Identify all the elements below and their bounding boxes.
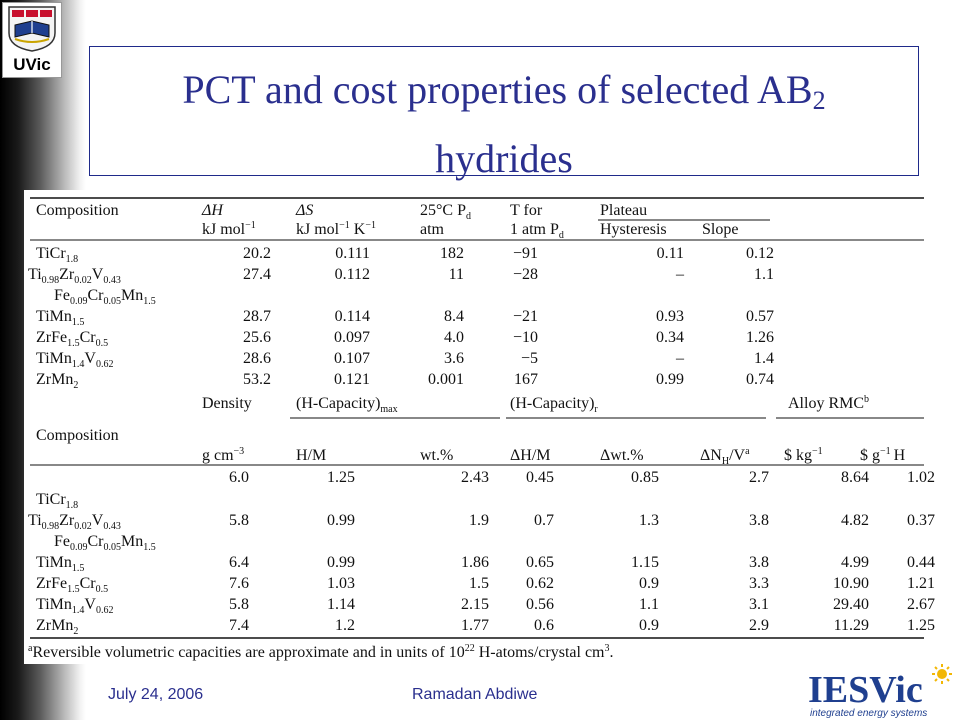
cell-pd-3: 4.0 [444, 329, 464, 346]
cell-sl-1: 1.1 [754, 266, 774, 283]
cell-ds-3: 0.097 [334, 329, 370, 346]
cell-sl-4: 1.4 [754, 350, 774, 367]
cell2-g-3: 1.21 [907, 575, 935, 592]
cell-t-5: 167 [514, 371, 538, 388]
section1-values [243, 245, 774, 388]
cell2-d-4: 5.8 [229, 596, 249, 613]
h2-hcap-r: $(H-Capacity)_r$ [510, 395, 598, 415]
cell2-dhm-5: 0.6 [534, 617, 554, 634]
comp2-zrfecr: $ZrFe_{1.5}Cr_{0.5}$ [36, 575, 109, 595]
h2-skg: $ $kg^{-1}$ [784, 446, 823, 464]
cell-pd-2: 8.4 [444, 308, 464, 325]
iesvic-tagline: integrated energy systems [810, 708, 928, 719]
cell-dh-3: 25.6 [243, 329, 271, 346]
sun-icon [932, 664, 952, 684]
cell2-wt-2: 1.86 [461, 554, 489, 571]
cell-sl-0: 0.12 [746, 245, 774, 262]
cell-dh-2: 28.7 [243, 308, 271, 325]
cell-ds-5: 0.121 [334, 371, 370, 388]
cell-ds-1: 0.112 [334, 266, 370, 283]
cell2-wt-3: 1.5 [469, 575, 489, 592]
cell2-d-1: 5.8 [229, 512, 249, 529]
h2-gcm: g $cm^{-3}$ [202, 446, 245, 464]
h1-composition: Composition [36, 202, 119, 219]
cell-sl-2: 0.57 [746, 308, 774, 325]
comp-timn: TiMn$_{1.5}$ [36, 308, 85, 328]
h1-ds-unit: kJ mol$^{-1}$ $K^{-1}$ [296, 220, 376, 238]
h2-dwt: Δwt.% [600, 447, 644, 464]
cell2-g-2: 0.44 [907, 554, 935, 571]
footer-author: Ramadan Abdiwe [412, 686, 538, 703]
cell2-kg-3: 10.90 [833, 575, 869, 592]
cell-hy-2: 0.93 [656, 308, 684, 325]
cell-hy-4: – [676, 350, 684, 367]
h1-dh: ΔH [202, 202, 223, 219]
cell-pd-0: 182 [440, 245, 464, 262]
cell-t-1: −28 [512, 266, 538, 283]
cell2-g-5: 1.25 [907, 617, 935, 634]
h2-dhm: ΔH/M [510, 447, 551, 464]
cell2-wt-5: 1.77 [461, 617, 489, 634]
cell-dh-5: 53.2 [243, 371, 271, 388]
cell-t-0: −91 [512, 245, 538, 262]
cell2-dnh-4: 3.1 [749, 596, 769, 613]
cell2-dwt-5: 0.9 [639, 617, 659, 634]
h2-hcap-max: $(H-Capacity)_{max}$ [296, 395, 398, 415]
h1-slope: Slope [702, 221, 739, 238]
h1-pd: 25°C $P_d$ [420, 202, 471, 222]
cell2-dwt-3: 0.9 [639, 575, 659, 592]
cell2-kg-2: 4.99 [841, 554, 869, 571]
cell2-hm-5: 1.2 [335, 617, 355, 634]
cell-hy-5: 0.99 [656, 371, 684, 388]
cell2-dwt-0: 0.85 [631, 469, 659, 486]
cell2-dhm-1: 0.7 [534, 512, 554, 529]
uvic-crest-icon [3, 3, 61, 53]
comp-zrfecr: $ZrFe_{1.5}Cr_{0.5}$ [36, 329, 109, 349]
h1-ds: ΔS [296, 202, 314, 219]
h1-t: T for [510, 202, 543, 219]
iesvic-logo-graphic [806, 664, 958, 720]
cell-t-3: −10 [512, 329, 538, 346]
iesvic-logo [806, 664, 958, 720]
h1-t-unit: 1 atm $P_d$ [510, 221, 564, 241]
cell2-dnh-5: 2.9 [749, 617, 769, 634]
cell2-kg-5: 11.29 [833, 617, 869, 634]
comp2-zrmn: ZrMn$_2$ [36, 617, 79, 637]
uvic-logo-text: UVic [13, 55, 51, 74]
cell2-kg-1: 4.82 [841, 512, 869, 529]
comp2-timnv: $TiMn_{1.4}V_{0.62}$ [36, 596, 114, 616]
footer-date: July 24, 2006 [108, 686, 204, 703]
slide-title-box [89, 46, 919, 181]
cell-hy-1: – [676, 266, 684, 283]
cell-dh-0: 20.2 [243, 245, 271, 262]
comp-zrmn: ZrMn$_2$ [36, 371, 79, 391]
cell2-hm-3: 1.03 [327, 575, 355, 592]
comp2-fecrmn: $Fe_{0.09}Cr_{0.05}Mn_{1.5}$ [54, 533, 156, 553]
comp-fecrmn: $Fe_{0.09}Cr_{0.05}Mn_{1.5}$ [54, 287, 156, 307]
cell2-d-5: 7.4 [229, 617, 249, 634]
cell2-dnh-0: 2.7 [749, 469, 769, 486]
cell-sl-3: 1.26 [746, 329, 774, 346]
cell2-wt-4: 2.15 [461, 596, 489, 613]
h2-wt: wt.% [420, 447, 454, 464]
h1-pd-unit: atm [420, 221, 444, 238]
h2-dnh: $\Delta N_H/V^a$ [700, 446, 750, 467]
cell2-dnh-2: 3.8 [749, 554, 769, 571]
pct-cost-table [24, 190, 935, 664]
cell2-dhm-0: 0.45 [526, 469, 554, 486]
cell2-g-4: 2.67 [907, 596, 935, 613]
cell-dh-4: 28.6 [243, 350, 271, 367]
cell2-wt-1: 1.9 [469, 512, 489, 529]
cell2-hm-0: 1.25 [327, 469, 355, 486]
cell-ds-4: 0.107 [334, 350, 370, 367]
cell2-hm-1: 0.99 [327, 512, 355, 529]
h2-density: Density [202, 395, 252, 412]
h2-hm: H/M [296, 447, 327, 464]
cell2-g-0: 1.02 [907, 469, 935, 486]
cell2-hm-2: 0.99 [327, 554, 355, 571]
cell2-dwt-2: 1.15 [631, 554, 659, 571]
cell2-dwt-1: 1.3 [639, 512, 659, 529]
cell2-d-3: 7.6 [229, 575, 249, 592]
cell-hy-0: 0.11 [656, 245, 684, 262]
comp2-tizrv: $Ti_{0.98}Zr_{0.02}V_{0.43}$ [28, 512, 121, 532]
cell2-dhm-2: 0.65 [526, 554, 554, 571]
comp2-ticr: TiCr$_{1.8}$ [36, 491, 79, 511]
cell2-hm-4: 1.14 [327, 596, 355, 613]
cell-hy-3: 0.34 [656, 329, 684, 346]
cell2-kg-0: 8.64 [841, 469, 869, 486]
uvic-logo [2, 2, 62, 78]
h2-composition: Composition [36, 427, 119, 444]
h2-rmc: Alloy RMC$^b$ [788, 394, 870, 412]
cell-pd-4: 3.6 [444, 350, 464, 367]
cell2-kg-4: 29.40 [833, 596, 869, 613]
slide-title: PCT and cost properties of selected $AB_2$ hydrides [182, 67, 826, 181]
h2-sg: $ $g^{-1}$ H [860, 446, 906, 464]
cell2-wt-0: 2.43 [461, 469, 489, 486]
iesvic-logo-text: IESVic [808, 669, 923, 711]
cell-dh-1: 27.4 [243, 266, 271, 283]
cell-ds-0: 0.111 [335, 245, 370, 262]
cell2-dhm-4: 0.56 [526, 596, 554, 613]
comp-tizrv: $Ti_{0.98}Zr_{0.02}V_{0.43}$ [28, 266, 121, 286]
comp-ticr: TiCr$_{1.8}$ [36, 245, 79, 265]
cell-pd-1: 11 [448, 266, 464, 283]
cell2-dhm-3: 0.62 [526, 575, 554, 592]
cell2-d-0: 6.0 [229, 469, 249, 486]
cell2-dwt-4: 1.1 [639, 596, 659, 613]
comp-timnv: $TiMn_{1.4}V_{0.62}$ [36, 350, 114, 370]
cell-sl-5: 0.74 [746, 371, 774, 388]
data-table-figure [24, 190, 935, 664]
cell2-dnh-1: 3.8 [749, 512, 769, 529]
cell2-g-1: 0.37 [907, 512, 935, 529]
comp2-timn: TiMn$_{1.5}$ [36, 554, 85, 574]
h1-plateau: Plateau [600, 202, 648, 219]
cell-pd-5: 0.001 [428, 371, 464, 388]
h1-dh-unit: kJ mol$^{-1}$ [202, 220, 256, 238]
table-footnote: $^a$Reversible volumetric capacities are approximate and in units of $10^{22}$ H-atoms/crystal $cm^3$. [28, 643, 614, 661]
cell-ds-2: 0.114 [334, 308, 370, 325]
h1-hysteresis: Hysteresis [600, 221, 667, 238]
cell-t-4: −5 [520, 350, 538, 367]
section2-values [229, 469, 935, 634]
cell2-dnh-3: 3.3 [749, 575, 769, 592]
cell-t-2: −21 [512, 308, 538, 325]
cell2-d-2: 6.4 [229, 554, 249, 571]
